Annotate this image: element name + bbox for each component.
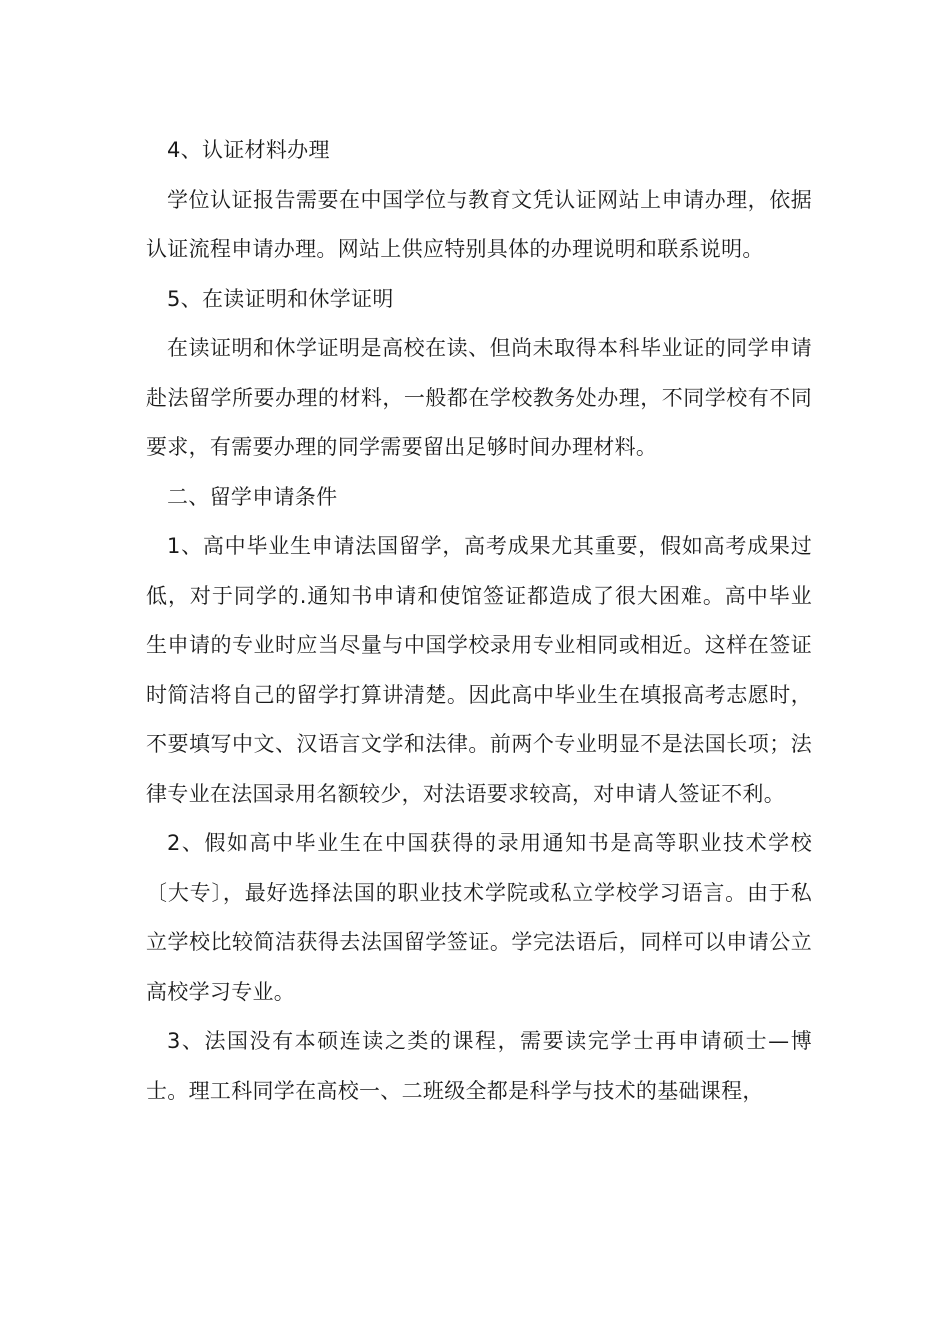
paragraph-enrollment-certificate: 在读证明和休学证明是高校在读、但尚未取得本科毕业证的同学申请赴法留学所要办理的材料，一般都在学校教务处办理，不同学校有不同要求，有需要办理的同学需要留出足够时间办理材料。 [146,336,812,459]
section-heading-application-conditions: 二、留学申请条件 [167,484,338,509]
paragraph-condition-3: 3、法国没有本硕连读之类的课程，需要读完学士再申请硕士—博士。理工科同学在高校一、二班级全都是科学与技术的基础课程， [146,1029,812,1103]
section-heading-enrollment-certificate: 5、在读证明和休学证明 [167,286,394,311]
paragraph-condition-1: 1、高中毕业生申请法国留学，高考成果尤其重要，假如高考成果过低，对于同学的.通知书申请和使馆签证都造成了很大困难。高中毕业生申请的专业时应当尽量与中国学校录用专业相同或相近。这样在签证时简洁将自己的留学打算讲清楚。因此高中毕业生在填报高考志愿时，不要填写中文、汉语言文学和法律。前两个专业明显不是法国长项；法律专业在法国录用名额较少，对法语要求较高，对申请人签证不利。 [146,534,812,806]
paragraph-degree-certification: 学位认证报告需要在中国学位与教育文凭认证网站上申请办理，依据认证流程申请办理。网站上供应特别具体的办理说明和联系说明。 [146,187,812,261]
paragraph-condition-2: 2、假如高中毕业生在中国获得的录用通知书是高等职业技术学校〔大专〕，最好选择法国的职业技术学院或私立学校学习语言。由于私立学校比较简洁获得去法国留学签证。学完法语后，同样可以申请公立高校学习专业。 [146,831,812,1004]
document-body [146,126,812,1116]
section-heading-certification-materials: 4、认证材料办理 [167,138,330,162]
